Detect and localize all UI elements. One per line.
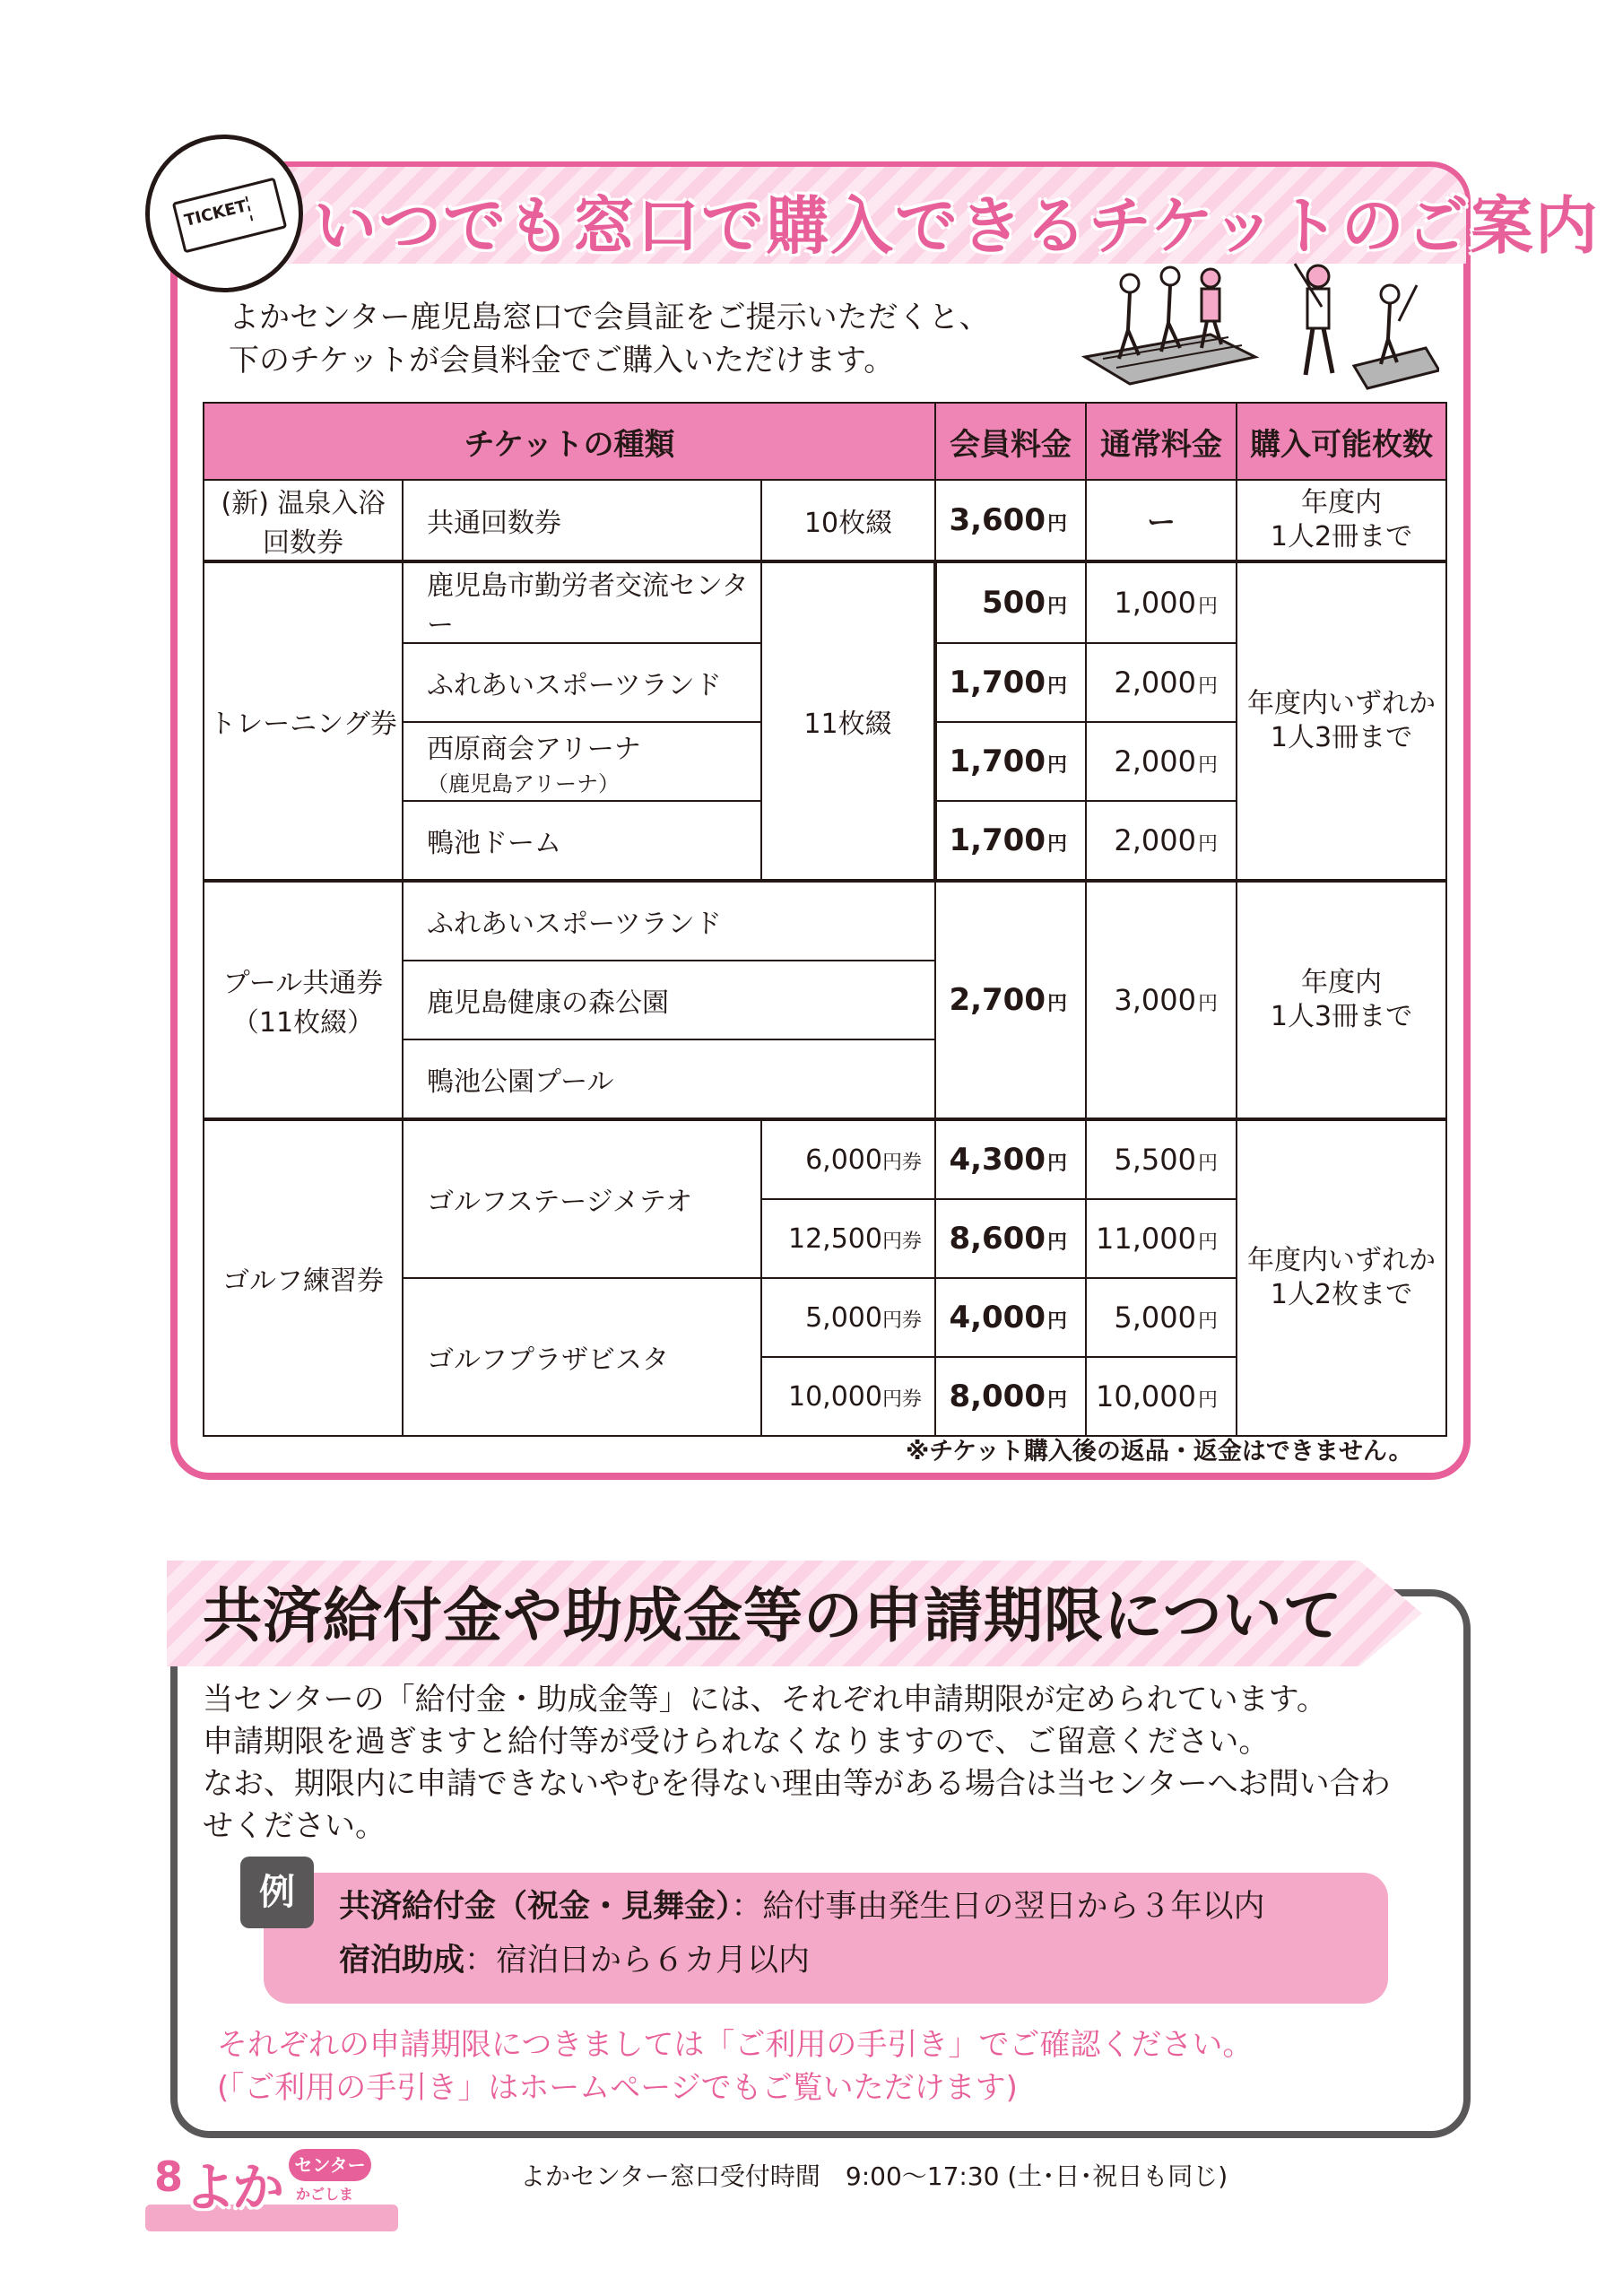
pool-facility: ふれあいスポーツランド [403, 881, 935, 961]
ticket-label: TICKET [182, 196, 249, 230]
pool-limit: 年度内 1人3冊まで [1237, 881, 1446, 1119]
onsen-count: 10枚綴 [761, 480, 935, 561]
pool-facility: 鹿児島健康の森公園 [403, 961, 935, 1039]
intro-line-1: よかセンター鹿児島窓口で会員証をご提示いただくと、 [229, 300, 990, 335]
example-tag: 例 [240, 1857, 314, 1928]
pool-facility: 鴨池公園プール [403, 1039, 935, 1119]
golf-member-price: 8,000円 [935, 1357, 1086, 1436]
header-purchase-limit: 購入可能枚数 [1237, 403, 1446, 480]
ticket-price-table [203, 402, 1447, 1437]
body-line: せください。 [203, 1808, 386, 1844]
example-kyosai: 共済給付金（祝金・見舞金）：給付事由発生日の翌日から３年以内 [339, 1889, 1265, 1925]
body-line: 申請期限を過ぎますと給付等が受けられなくなりますので、ご留意ください。 [203, 1724, 1270, 1760]
office-hours: よかセンター窓口受付時間 9:00〜17:30 (土･日･祝日も同じ) [520, 2161, 1228, 2191]
onsen-limit: 年度内 1人2冊まで [1237, 480, 1446, 561]
training-member-price: 500円 [935, 561, 1086, 643]
logo-center-badge: センター [289, 2149, 371, 2181]
golf-facility: ゴルフプラザビスタ [403, 1278, 761, 1436]
intro-line-2: 下のチケットが会員料金でご購入いただけます。 [229, 343, 895, 378]
page-number: 8 [154, 2152, 184, 2201]
golf-limit: 年度内いずれか 1人2枚まで [1237, 1119, 1446, 1436]
header-ticket-type: チケットの種類 [204, 403, 935, 480]
training-regular-price: 2,000円 [1086, 722, 1237, 801]
training-limit: 年度内いずれか 1人3冊まで [1237, 561, 1446, 881]
golf-ticket-face: 12,500円券 [761, 1199, 935, 1278]
golf-regular-price: 5,000円 [1086, 1278, 1237, 1357]
header-regular-price: 通常料金 [1086, 403, 1237, 480]
golf-facility: ゴルフステージメテオ [403, 1119, 761, 1278]
deadline-body [203, 1679, 1391, 1848]
table-row [204, 1119, 1446, 1199]
training-category: トレーニング券 [204, 561, 403, 881]
table-row [204, 881, 1446, 961]
deadline-section-title: 共済給付金や助成金等の申請期限について [203, 1581, 1343, 1650]
golf-regular-price: 11,000円 [1086, 1199, 1237, 1278]
pool-regular-price: 3,000円 [1086, 881, 1237, 1119]
pool-category: プール共通券 （11枚綴） [204, 881, 403, 1119]
golf-ticket-face: 5,000円券 [761, 1278, 935, 1357]
golf-member-price: 8,600円 [935, 1199, 1086, 1278]
body-line: 当センターの「給付金・助成金等」には、それぞれ申請期限が定められています。 [203, 1682, 1327, 1718]
training-regular-price: 1,000円 [1086, 561, 1237, 643]
logo-kagoshima: かごしま [296, 2186, 354, 2203]
refund-note: ※チケット購入後の返品・返金はできません。 [906, 1438, 1413, 1465]
training-regular-price: 2,000円 [1086, 643, 1237, 722]
golf-member-price: 4,000円 [935, 1278, 1086, 1357]
golf-member-price: 4,300円 [935, 1119, 1086, 1199]
training-facility: ふれあいスポーツランド [403, 643, 761, 722]
onsen-facility: 共通回数券 [403, 480, 761, 561]
training-regular-price: 2,000円 [1086, 801, 1237, 881]
table-row [204, 480, 1446, 561]
table-row [204, 561, 1446, 643]
guide-note-1: それぞれの申請期限につきましては「ご利用の手引き」でご確認ください。 [217, 2027, 1254, 2063]
golf-ticket-face: 6,000円券 [761, 1119, 935, 1199]
golf-ticket-face: 10,000円券 [761, 1357, 935, 1436]
ticket-section-title: いつでも窓口で購入できるチケットのご案内 [314, 189, 1600, 263]
training-member-price: 1,700円 [935, 643, 1086, 722]
ticket-perforation [245, 191, 272, 221]
logo-yoka: よか [184, 2157, 282, 2218]
pool-member-price: 2,700円 [935, 881, 1086, 1119]
golf-regular-price: 10,000円 [1086, 1357, 1237, 1436]
training-member-price: 1,700円 [935, 801, 1086, 881]
onsen-regular-price: ー [1086, 480, 1237, 561]
onsen-member-price: 3,600円 [935, 480, 1086, 561]
training-member-price: 1,700円 [935, 722, 1086, 801]
guide-note-2: (「ご利用の手引き」はホームページでもご覧いただけます) [217, 2070, 1018, 2106]
golf-regular-price: 5,500円 [1086, 1119, 1237, 1199]
body-line: なお、期限内に申請できないやむを得ない理由等がある場合は当センターへお問い合わ [203, 1766, 1391, 1802]
golf-category: ゴルフ練習券 [204, 1119, 403, 1436]
ticket-shape [172, 178, 288, 254]
example-shukuhaku: 宿泊助成：宿泊日から６カ月以内 [339, 1943, 811, 1979]
header-member-price: 会員料金 [935, 403, 1086, 480]
ticket-intro [229, 296, 990, 382]
training-count: 11枚綴 [761, 561, 935, 881]
training-facility: 鹿児島市勤労者交流センター [403, 561, 761, 643]
training-facility: 鴨池ドーム [403, 801, 761, 881]
treadmill-illustration [1076, 258, 1264, 393]
training-facility: 西原商会アリーナ （鹿児島アリーナ） [403, 722, 761, 801]
table-header-row [204, 403, 1446, 480]
golfer-illustration [1282, 258, 1439, 393]
onsen-category: (新) 温泉入浴 回数券 [204, 480, 403, 561]
ticket-icon [145, 135, 303, 292]
